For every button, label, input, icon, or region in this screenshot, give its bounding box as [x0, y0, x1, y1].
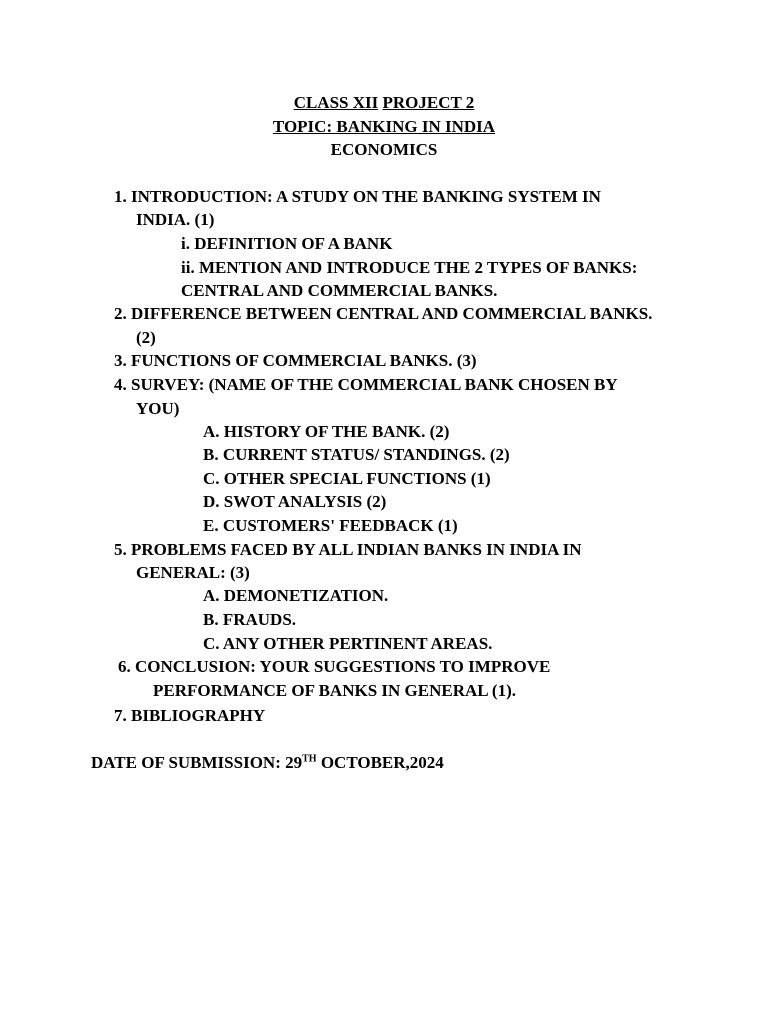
outline-item-4-line-1: 4. SURVEY: (NAME OF THE COMMERCIAL BANK CHOSEN BY [114, 375, 618, 394]
outline-item-1-line-2: INDIA. (1) [136, 210, 215, 229]
submission-month-year: OCTOBER,2024 [316, 753, 444, 772]
outline-item-2-line-1: 2. DIFFERENCE BETWEEN CENTRAL AND COMMERCIAL BANKS. [114, 304, 653, 323]
submission-day-suffix: TH [302, 753, 317, 765]
outline-item-5-sub-c: C. ANY OTHER PERTINENT AREAS. [203, 634, 493, 653]
outline-item-5-sub-b: B. FRAUDS. [203, 610, 297, 629]
outline-item-7: 7. BIBLIOGRAPHY [114, 706, 266, 725]
outline-item-4-line-2: YOU) [136, 399, 180, 418]
outline-item-1-sub-i: i. DEFINITION OF A BANK [181, 234, 393, 253]
class-project-heading [0, 93, 768, 113]
outline-item-6-line-2: PERFORMANCE OF BANKS IN GENERAL (1). [153, 681, 516, 700]
outline-item-1-sub-ii-line-2: CENTRAL AND COMMERCIAL BANKS. [181, 281, 498, 300]
outline-item-4-sub-c: C. OTHER SPECIAL FUNCTIONS (1) [203, 469, 491, 488]
topic-text: TOPIC: BANKING IN INDIA [272, 117, 496, 136]
outline-item-5-line-2: GENERAL: (3) [136, 563, 250, 582]
outline-item-4-sub-b: B. CURRENT STATUS/ STANDINGS. (2) [203, 445, 510, 464]
outline-item-2-line-2: (2) [136, 328, 156, 347]
outline-item-4-sub-d: D. SWOT ANALYSIS (2) [203, 492, 387, 511]
outline-item-4-sub-a: A. HISTORY OF THE BANK. (2) [203, 422, 450, 441]
class-label: CLASS XII [293, 93, 379, 112]
outline-item-6-line-1: 6. CONCLUSION: YOUR SUGGESTIONS TO IMPROVE [118, 657, 551, 676]
outline-item-1-line-1: 1. INTRODUCTION: A STUDY ON THE BANKING SYSTEM IN [114, 187, 601, 206]
outline-item-5-line-1: 5. PROBLEMS FACED BY ALL INDIAN BANKS IN INDIA IN [114, 540, 582, 559]
outline-item-5-sub-a: A. DEMONETIZATION. [203, 586, 389, 605]
subject-heading: ECONOMICS [330, 140, 438, 159]
outline-item-4-sub-e: E. CUSTOMERS' FEEDBACK (1) [203, 516, 458, 535]
submission-label: DATE OF SUBMISSION: 29 [91, 753, 303, 772]
submission-date [91, 753, 444, 773]
topic-heading [0, 117, 768, 137]
outline-item-1-sub-ii-line-1: ii. MENTION AND INTRODUCE THE 2 TYPES OF BANKS: [181, 258, 638, 277]
project-label: PROJECT 2 [382, 93, 475, 112]
outline-item-3: 3. FUNCTIONS OF COMMERCIAL BANKS. (3) [114, 351, 477, 370]
